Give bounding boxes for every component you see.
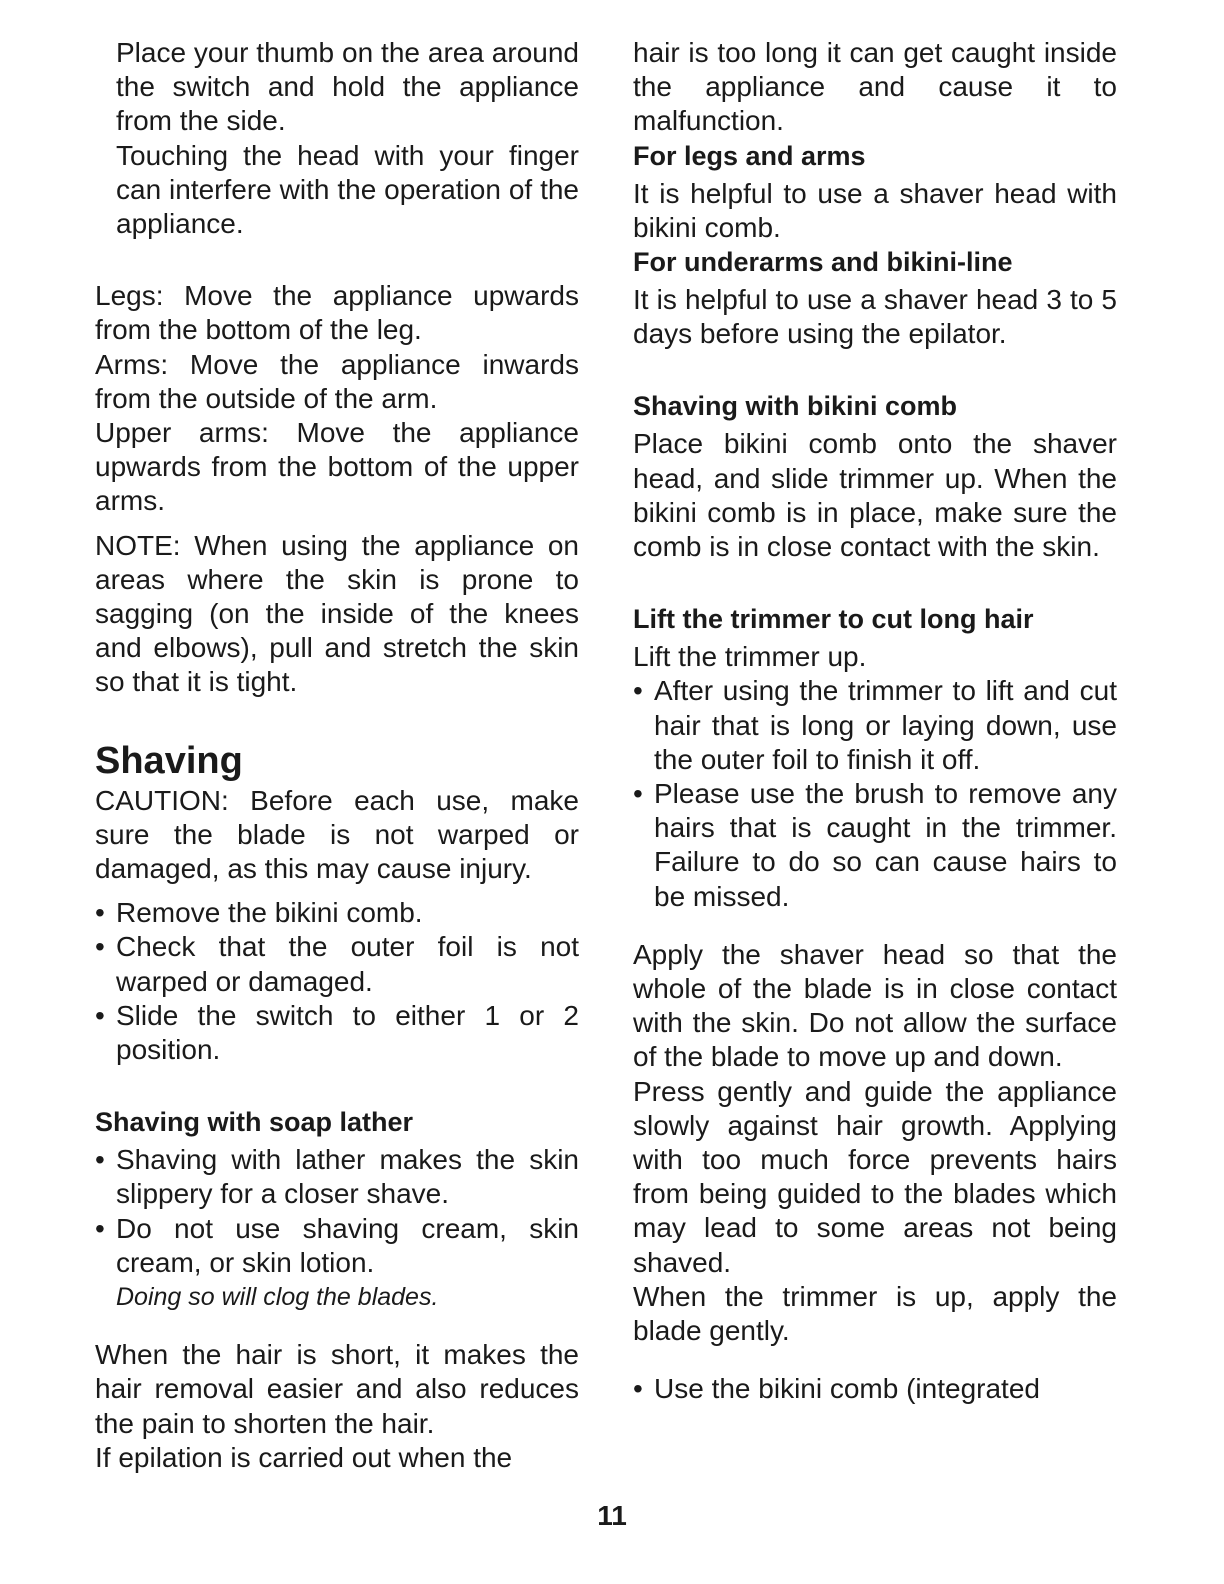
page-number: 11 xyxy=(597,1500,627,1531)
legs-instruction: Legs: Move the appliance upwards from the bottom of the leg. xyxy=(95,280,579,346)
upper-arms-instruction: Upper arms: Move the appliance upwards from the bottom of the upper arms. xyxy=(95,417,579,517)
bikini-comb-paragraph: Place bikini comb onto the shaver head, and slide trimmer up. When the bikini comb is in place, make sure the comb is in close contact with the skin. xyxy=(633,428,1117,563)
heading-soap-lather: Shaving with soap lather xyxy=(95,1107,414,1138)
underarms-paragraph: It is helpful to use a shaver head 3 to 5 days before using the epilator. xyxy=(633,284,1117,350)
legs-arms-paragraph: It is helpful to use a shaver head with bikini comb. xyxy=(633,177,1117,243)
bullet-item: • Slide the switch to either 1 or 2 position. xyxy=(95,999,579,1067)
lift-trimmer-paragraph: Lift the trimmer up. xyxy=(633,641,867,673)
heading-lift-trimmer: Lift the trimmer to cut long hair xyxy=(633,604,1034,635)
note-paragraph: NOTE: When using the appliance on areas where the skin is prone to sagging (on the inside of the knees and elbows), pull and stretch the skin so that it is tight. xyxy=(95,529,579,698)
italic-note: Doing so will clog the blades. xyxy=(116,1283,439,1312)
instruction-hold-appliance: Place your thumb on the area around the switch and hold the appliance from the side. xyxy=(116,37,579,137)
bullet-item: • After using the trimmer to lift and cut hair that is long or laying down, use the outer foil to finish it off. xyxy=(633,674,1117,777)
heading-underarms-bikini: For underarms and bikini-line xyxy=(633,247,1013,278)
bullet-item: • Check that the outer foil is not warped or damaged. xyxy=(95,930,579,998)
bullet-item: • Use the bikini comb (integrated xyxy=(633,1372,1117,1406)
hair-too-long-paragraph: hair is too long it can get caught inside the appliance and cause it to malfunction. xyxy=(633,37,1117,137)
left-column xyxy=(95,36,579,1475)
caution-paragraph: CAUTION: Before each use, make sure the blade is not warped or damaged, as this may cause injury. xyxy=(95,784,579,885)
epilation-paragraph: If epilation is carried out when the xyxy=(95,1441,513,1473)
bullet-item: • Remove the bikini comb. xyxy=(95,896,579,930)
short-hair-paragraph: When the hair is short, it makes the hair removal easier and also reduces the pain to shorten the hair. xyxy=(95,1339,579,1439)
heading-legs-arms: For legs and arms xyxy=(633,140,866,171)
instruction-touching-head: Touching the head with your finger can interfere with the operation of the appliance. xyxy=(116,139,579,240)
section-title-shaving: Shaving xyxy=(95,739,243,782)
bullet-item: • Please use the brush to remove any hairs that is caught in the trimmer. Failure to do so can cause hairs to be missed. xyxy=(633,777,1117,914)
bullet-item: • Shaving with lather makes the skin slippery for a closer shave. xyxy=(95,1143,579,1211)
bullet-item: • Do not use shaving cream, skin cream, or skin lotion. xyxy=(95,1212,579,1280)
trimmer-up-paragraph: When the trimmer is up, apply the blade gently. xyxy=(633,1280,1117,1347)
apply-shaver-paragraph: Apply the shaver head so that the whole of the blade is in close contact with the skin. Do not allow the surface of the blade to move up and down. xyxy=(633,938,1117,1073)
heading-bikini-comb: Shaving with bikini comb xyxy=(633,391,958,422)
right-column xyxy=(633,36,1117,1407)
press-gently-paragraph: Press gently and guide the appliance slowly against hair growth. Applying with too much force prevents hairs from being guided to the blades which may lead to some areas not being shaved. xyxy=(633,1075,1117,1278)
arms-instruction: Arms: Move the appliance inwards from the outside of the arm. xyxy=(95,348,579,414)
